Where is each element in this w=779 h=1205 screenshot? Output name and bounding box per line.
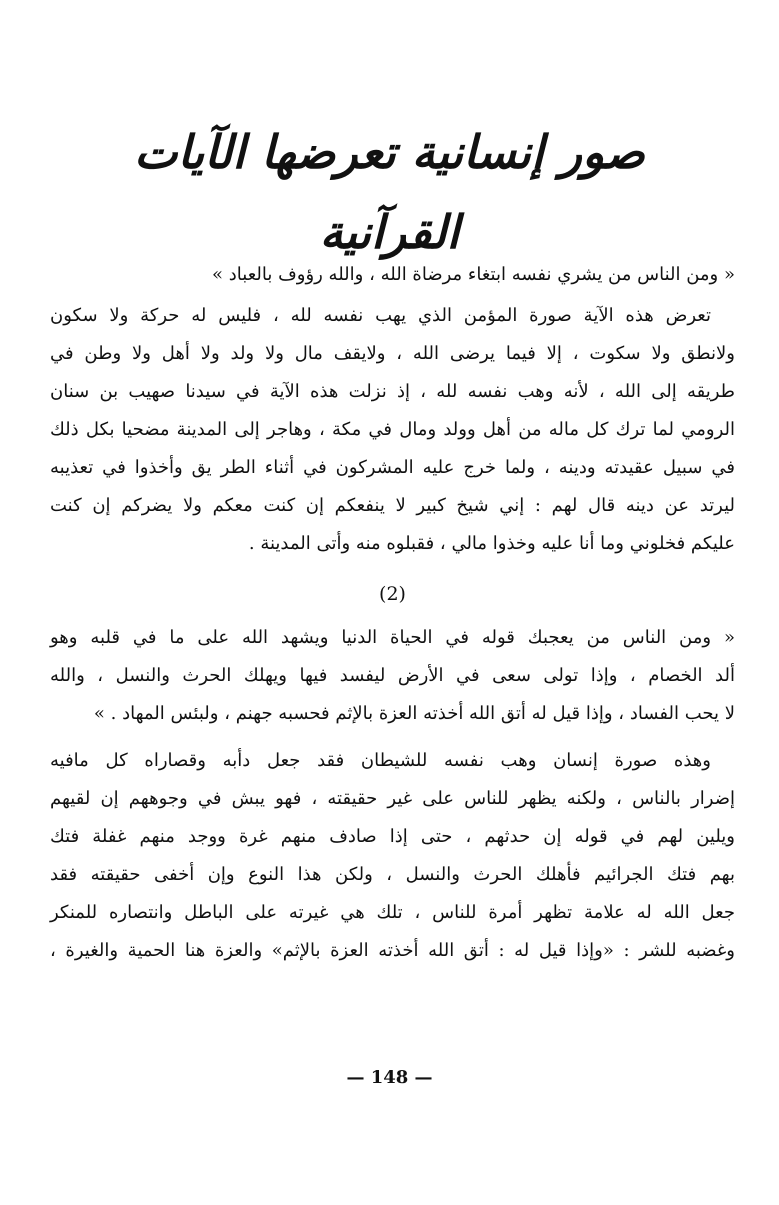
- text-line: طريقه إلى الله ، لأنه وهب نفسه لله ، إذ نزلت هذه الآية في سيدنا صهيب بن سنان: [50, 381, 735, 402]
- text-line: الرومي لما ترك كل ماله من أهل وولد ومال في مكة ، وهاجر إلى المدينة مضحيا بكل ذلك: [50, 419, 735, 440]
- text-line: عليكم فخلوني وما أنا عليه وخذوا مالي ، فقبلوه منه وأتى المدينة .: [248, 533, 735, 554]
- text-line: لا يحب الفساد ، وإذا قيل له أتق الله أخذته العزة بالإثم فحسبه جهنم ، ولبئس المهاد . »: [93, 703, 735, 724]
- paragraph-2: [50, 742, 735, 970]
- body-text: [50, 256, 735, 970]
- text-line: بهم فتك الجرائيم فأهلك الحرث والنسل ، ولكن هذا النوع وإن أخفى حقيقته فقد: [50, 864, 735, 885]
- page-number: — 148 —: [346, 1067, 433, 1088]
- text-line: وغضبه للشر : «وإذا قيل له : أتق الله أخذته العزة بالإثم» والعزة هنا الحمية والغيرة ،: [50, 940, 735, 961]
- text-line: « ومن الناس من يشري نفسه ابتغاء مرضاة الله ، والله رؤوف بالعباد »: [212, 264, 735, 285]
- text-line: ولانطق ولا سكوت ، إلا فيما يرضى الله ، ولايقف مال ولا ولد ولا أهل ولا وطن في: [50, 343, 735, 364]
- text-line: « ومن الناس من يعجبك قوله في الحياة الدنيا ويشهد الله على ما في قلبه وهو: [50, 627, 735, 648]
- text-line: ليرتد عن دينه قال لهم : إني شيخ كبير لا ينفعكم إن كنت معكم ولا يضركم إن كنت: [50, 495, 735, 516]
- quote-verse-2: [50, 619, 735, 733]
- text-line: جعل الله له علامة تظهر أمرة للناس ، تلك هي غيرته على الباطل وانتصاره للمنكر: [50, 902, 735, 923]
- paragraph-1: [50, 297, 735, 563]
- page-title: صور إنسانية تعرضها الآيات القرآنية: [134, 125, 645, 259]
- text-line: تعرض هذه الآية صورة المؤمن الذي يهب نفسه لله ، فليس له حركة ولا سكون: [50, 305, 711, 326]
- text-line: ألد الخصام ، وإذا تولى سعى في الأرض ليفسد فيها ويهلك الحرث والنسل ، والله: [50, 665, 735, 686]
- quote-verse-1: [50, 256, 735, 294]
- section-number: (2): [379, 583, 406, 605]
- text-line: إضرار بالناس ، ولكنه يظهر للناس على غير حقيقته ، فهو يبش في وجوههم إن لقيهم: [50, 788, 735, 809]
- text-line: في سبيل عقيدته ودينه ، ولما خرج عليه المشركون في أثناء الطر يق وأخذوا في تعذيبه: [50, 457, 735, 478]
- text-line: وهذه صورة إنسان وهب نفسه للشيطان فقد جعل دأبه وقصاراه كل مافيه: [50, 750, 711, 771]
- text-line: ويلين لهم في قوله إن حدثهم ، حتى إذا صادف منهم غرة ووجد منهم غفلة فتك: [50, 826, 735, 847]
